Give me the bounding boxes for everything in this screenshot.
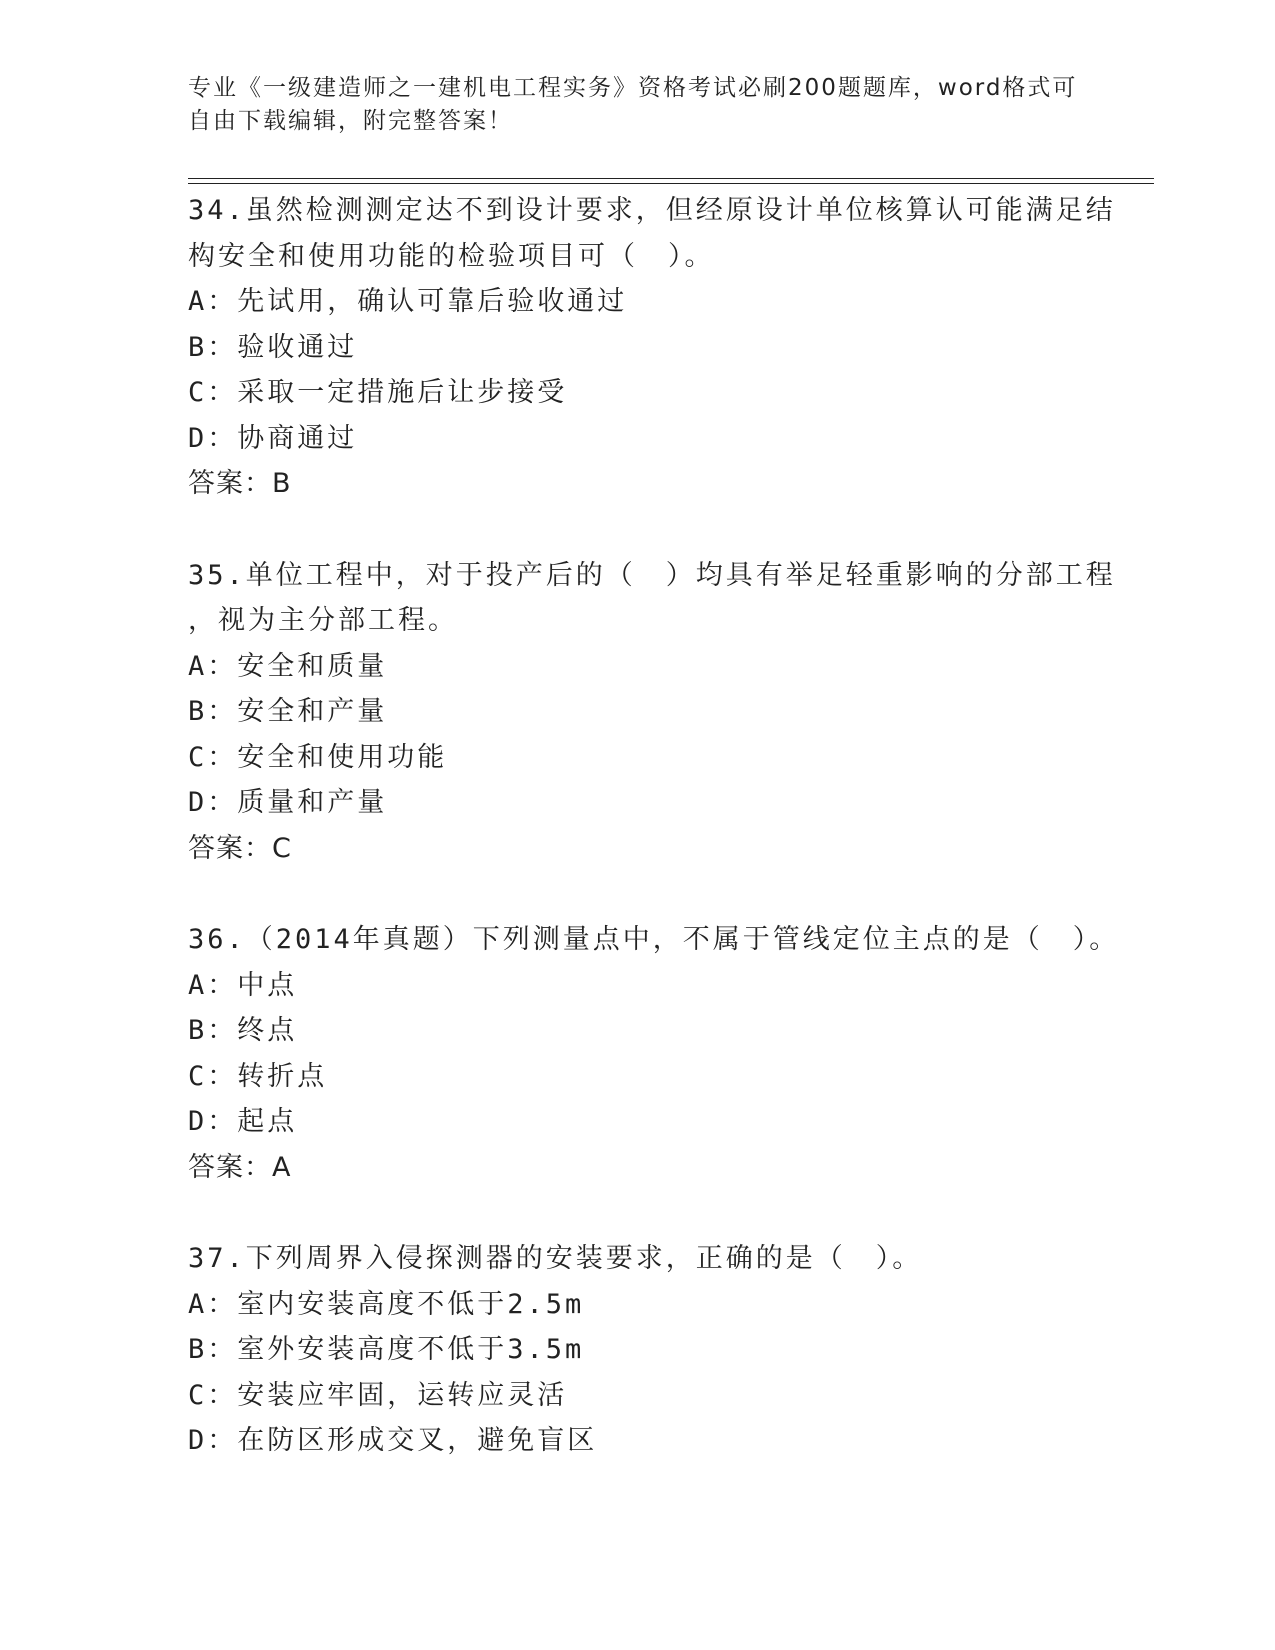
question-stem-continued: ，视为主分部工程。 [188,605,458,636]
option-a: A：安全和质量 [188,650,388,682]
option-d: D：在防区形成交叉，避免盲区 [188,1425,598,1456]
option-d: D：协商通过 [188,422,358,454]
answer-label: 答案：C [188,832,292,864]
option-a: A：先试用，确认可靠后验收通过 [188,286,628,317]
question-stem-continued: 构安全和使用功能的检验项目可（ ）。 [188,240,715,272]
option-b: B：室外安装高度不低于3.5m [188,1334,585,1365]
option-a: A：室内安装高度不低于2.5m [188,1288,585,1320]
option-b: B：安全和产量 [188,696,388,727]
answer-label: 答案：A [188,1151,292,1183]
option-c: C：安装应牢固，运转应灵活 [188,1379,568,1411]
question-stem: 37.下列周界入侵探测器的安装要求，正确的是（ ）。 [188,1243,923,1274]
question-list [188,188,1120,1510]
question-37 [188,1236,1088,1464]
question-35 [188,553,1116,872]
option-a: A：中点 [188,969,298,1001]
question-stem: 34.虽然检测测定达不到设计要求，但经原设计单位核算认可能满足结 [188,195,1116,226]
question-36 [188,917,1120,1190]
option-c: C：转折点 [188,1060,328,1092]
header-divider-top [188,178,1154,179]
option-d: D：起点 [188,1106,298,1137]
header-line-1: 专业《一级建造师之一建机电工程实务》资格考试必刷200题题库，word格式可 [188,75,1078,101]
answer-label: 答案：B [188,468,292,499]
header-line-2: 自由下载编辑，附完整答案！ [188,108,513,134]
question-stem: 36.（2014年真题）下列测量点中，不属于管线定位主点的是（ ）。 [188,924,1120,955]
question-stem: 35.单位工程中，对于投产后的（ ）均具有举足轻重影响的分部工程 [188,559,1116,591]
option-c: C：采取一定措施后让步接受 [188,377,568,408]
option-b: B：验收通过 [188,331,358,363]
option-b: B：终点 [188,1015,298,1046]
option-d: D：质量和产量 [188,787,388,818]
header-divider-bottom [188,183,1154,184]
question-34 [188,188,1116,507]
option-c: C：安全和使用功能 [188,741,448,773]
document-header [188,72,1088,138]
